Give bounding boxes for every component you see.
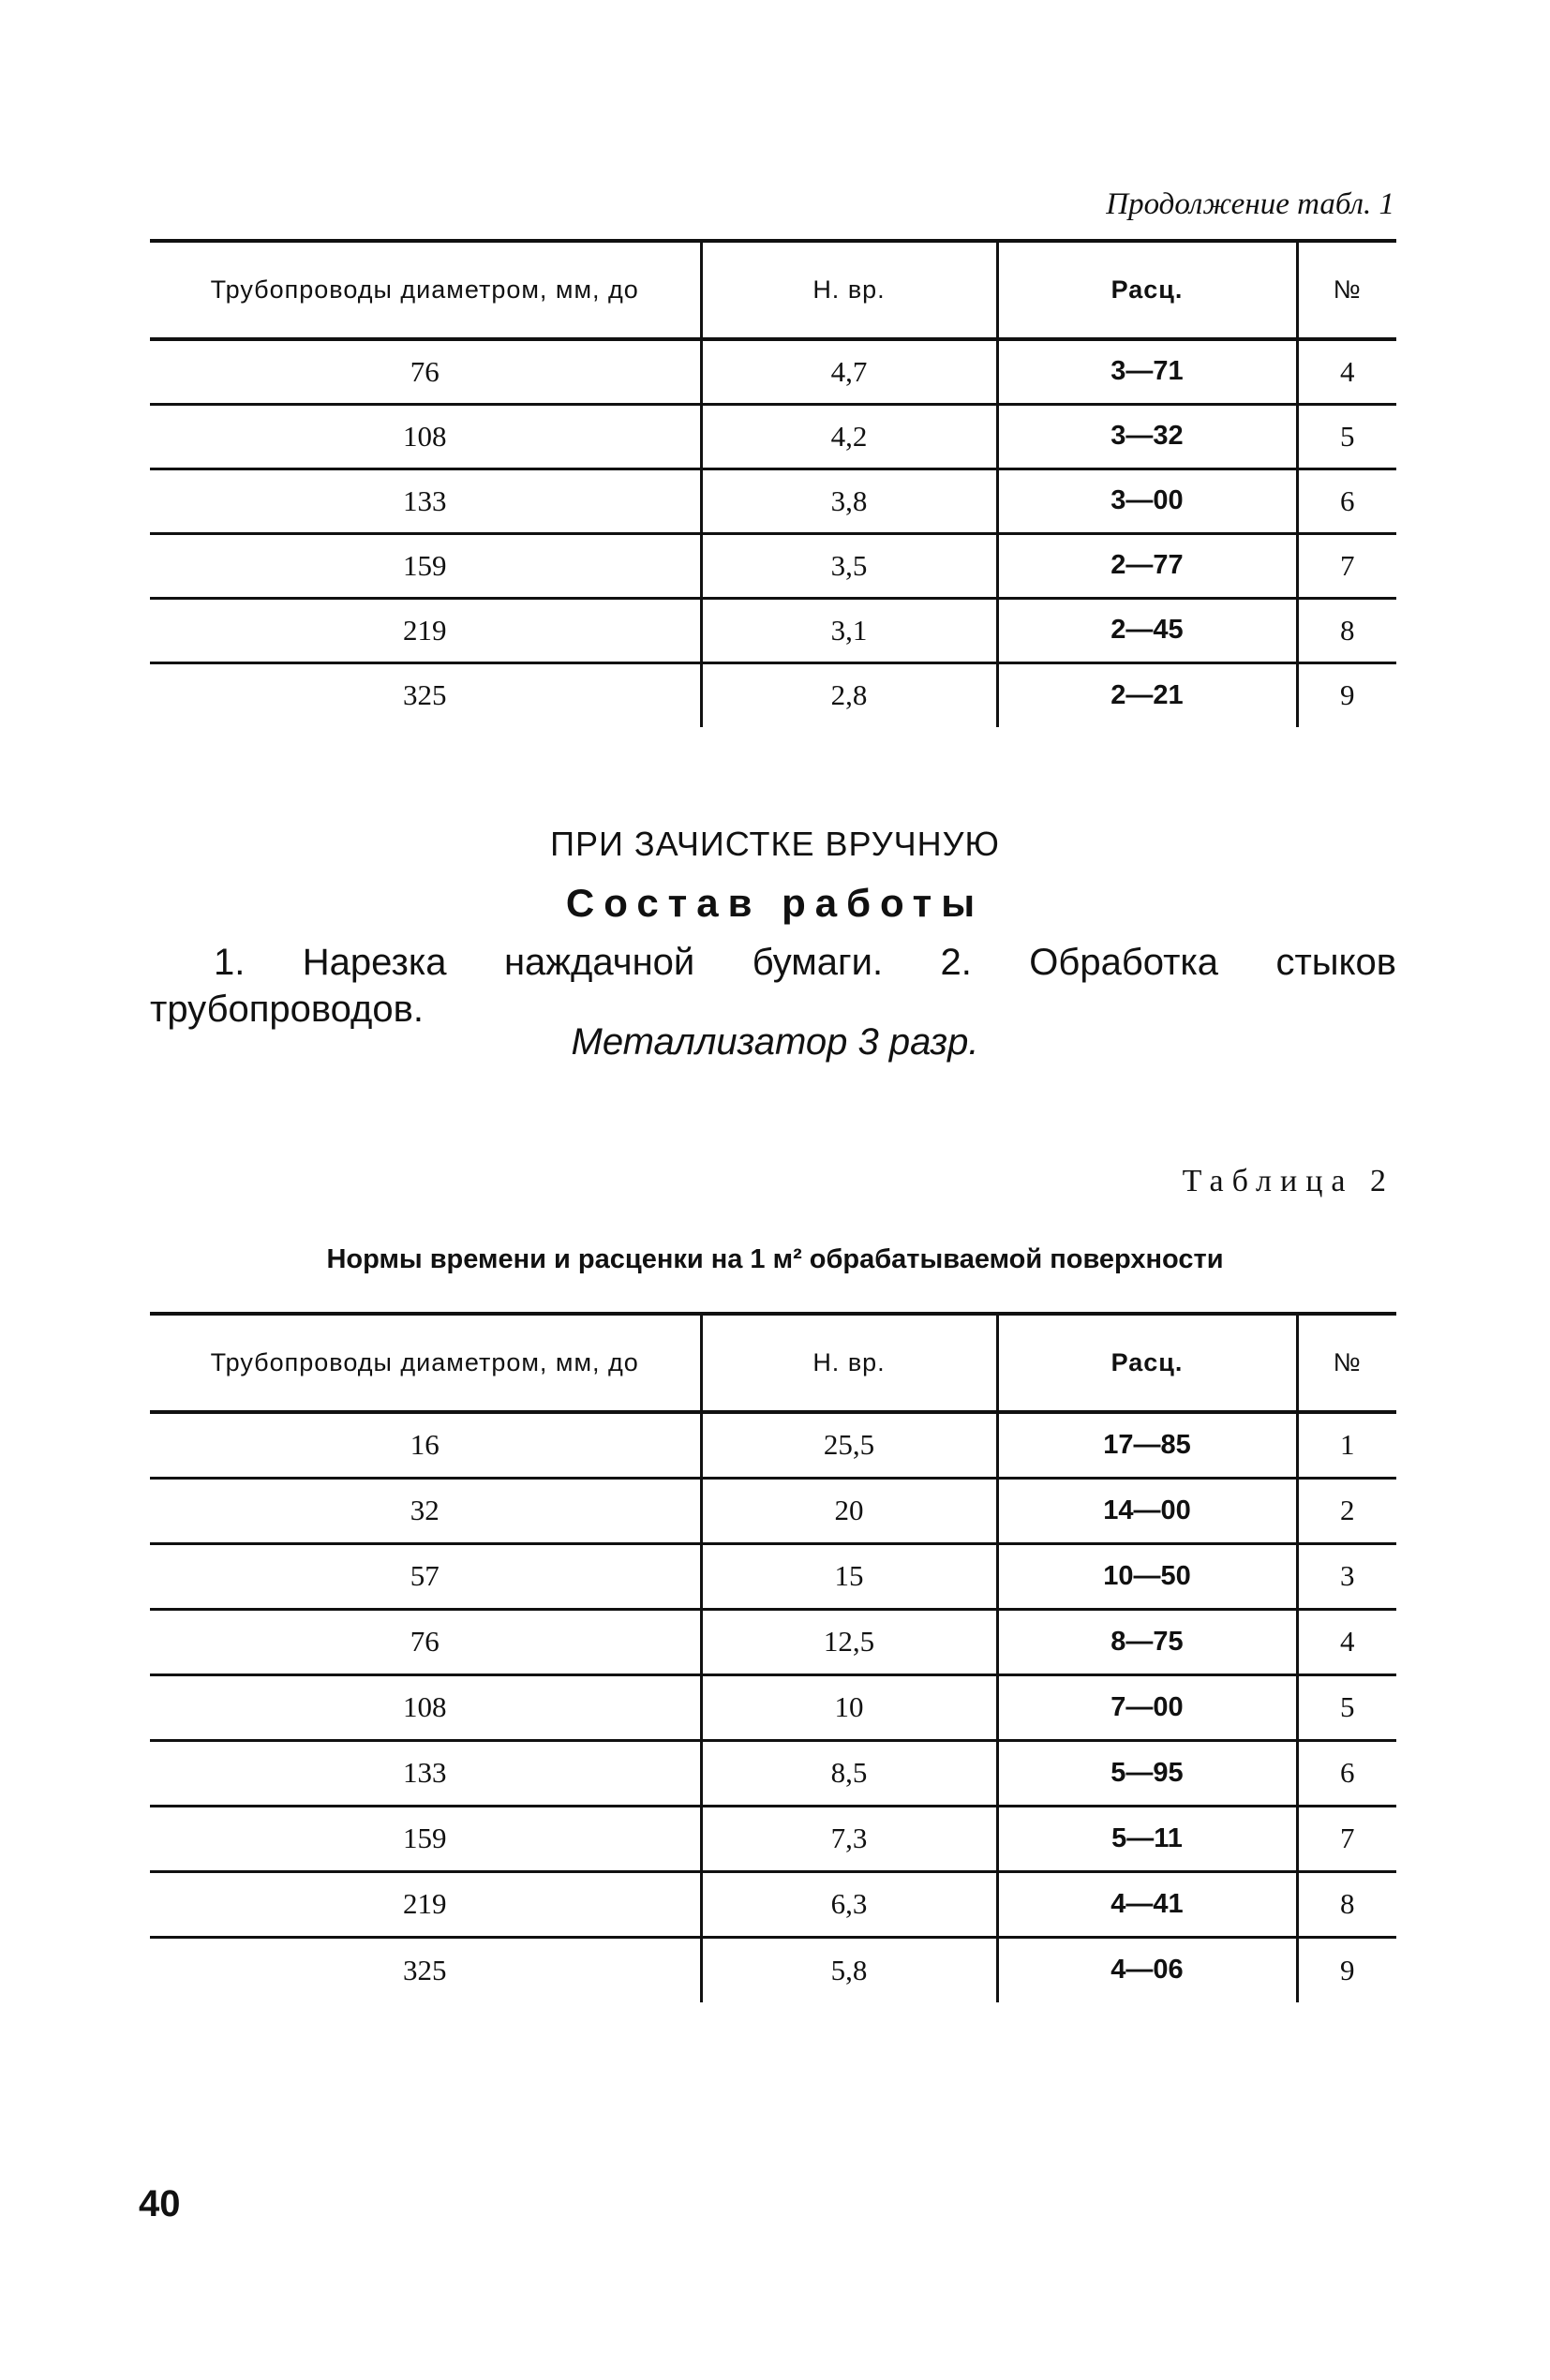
header-number: № [1297,1314,1396,1412]
cell-rate: 7—00 [997,1674,1297,1740]
cell-time-norm: 4,2 [701,404,997,469]
table-row [150,598,1396,662]
cell-diameter: 76 [150,1609,701,1674]
cell-number: 9 [1297,1937,1396,2002]
table-row [150,1478,1396,1543]
cell-diameter: 16 [150,1412,701,1478]
page-number: 40 [139,2183,181,2224]
header-rate: Расц. [997,241,1297,339]
table-header-row [150,1314,1396,1412]
cell-time-norm: 6,3 [701,1871,997,1937]
cell-time-norm: 3,8 [701,469,997,533]
table-row [150,662,1396,727]
header-time-norm: Н. вр. [701,1314,997,1412]
cell-rate: 4—06 [997,1937,1297,2002]
table-row [150,1412,1396,1478]
cell-rate: 3—32 [997,404,1297,469]
cell-number: 8 [1297,598,1396,662]
cell-number: 6 [1297,1740,1396,1806]
cell-diameter: 32 [150,1478,701,1543]
table-row [150,1543,1396,1609]
table-row [150,1806,1396,1871]
table-header-row [150,241,1396,339]
cell-time-norm: 25,5 [701,1412,997,1478]
continuation-label: Продолжение табл. 1 [1106,187,1394,221]
table-row [150,1609,1396,1674]
cell-rate: 2—21 [997,662,1297,727]
cell-rate: 2—77 [997,533,1297,598]
cell-diameter: 219 [150,598,701,662]
cell-rate: 8—75 [997,1609,1297,1674]
cell-time-norm: 2,8 [701,662,997,727]
norms-table-1 [150,239,1396,727]
cell-diameter: 57 [150,1543,701,1609]
table-2-caption: Нормы времени и расценки на 1 м² обрабатываемой поверхности [326,1244,1224,1274]
table-row [150,1740,1396,1806]
cell-diameter: 133 [150,1740,701,1806]
table-2-label: Таблица 2 [1182,1164,1394,1198]
cell-number: 6 [1297,469,1396,533]
cell-diameter: 219 [150,1871,701,1937]
cell-rate: 17—85 [997,1412,1297,1478]
header-diameter: Трубопроводы диаметром, мм, до [150,1314,701,1412]
table-row [150,404,1396,469]
cell-number: 7 [1297,533,1396,598]
cell-number: 5 [1297,404,1396,469]
work-composition-title: Состав работы [565,881,985,925]
cell-time-norm: 7,3 [701,1806,997,1871]
cell-diameter: 76 [150,339,701,404]
cell-time-norm: 20 [701,1478,997,1543]
cell-number: 1 [1297,1412,1396,1478]
cell-diameter: 108 [150,1674,701,1740]
header-rate: Расц. [997,1314,1297,1412]
section-heading: ПРИ ЗАЧИСТКЕ ВРУЧНУЮ [550,825,1000,863]
cell-time-norm: 3,5 [701,533,997,598]
table-row [150,1871,1396,1937]
cell-rate: 5—95 [997,1740,1297,1806]
table-row [150,469,1396,533]
cell-number: 8 [1297,1871,1396,1937]
cell-diameter: 159 [150,533,701,598]
cell-rate: 14—00 [997,1478,1297,1543]
header-diameter: Трубопроводы диаметром, мм, до [150,241,701,339]
header-time-norm: Н. вр. [701,241,997,339]
table-row [150,339,1396,404]
cell-time-norm: 4,7 [701,339,997,404]
cell-number: 4 [1297,339,1396,404]
worker-grade: Металлизатор 3 разр. [571,1021,979,1063]
cell-number: 3 [1297,1543,1396,1609]
cell-number: 5 [1297,1674,1396,1740]
cell-time-norm: 8,5 [701,1740,997,1806]
table-row [150,1674,1396,1740]
cell-diameter: 108 [150,404,701,469]
cell-diameter: 325 [150,662,701,727]
cell-diameter: 325 [150,1937,701,2002]
cell-diameter: 133 [150,469,701,533]
cell-rate: 2—45 [997,598,1297,662]
cell-rate: 3—00 [997,469,1297,533]
cell-number: 7 [1297,1806,1396,1871]
cell-time-norm: 5,8 [701,1937,997,2002]
header-number: № [1297,241,1396,339]
cell-number: 9 [1297,662,1396,727]
table-row [150,1937,1396,2002]
cell-number: 4 [1297,1609,1396,1674]
cell-rate: 4—41 [997,1871,1297,1937]
cell-time-norm: 3,1 [701,598,997,662]
cell-time-norm: 15 [701,1543,997,1609]
cell-number: 2 [1297,1478,1396,1543]
norms-table-2 [150,1312,1396,2002]
cell-time-norm: 10 [701,1674,997,1740]
table-row [150,533,1396,598]
cell-time-norm: 12,5 [701,1609,997,1674]
cell-rate: 10—50 [997,1543,1297,1609]
work-composition-text: 1. Нарезка наждачной бумаги. 2. Обработка стыков трубопроводов. [150,942,1396,1030]
cell-rate: 5—11 [997,1806,1297,1871]
cell-diameter: 159 [150,1806,701,1871]
cell-rate: 3—71 [997,339,1297,404]
